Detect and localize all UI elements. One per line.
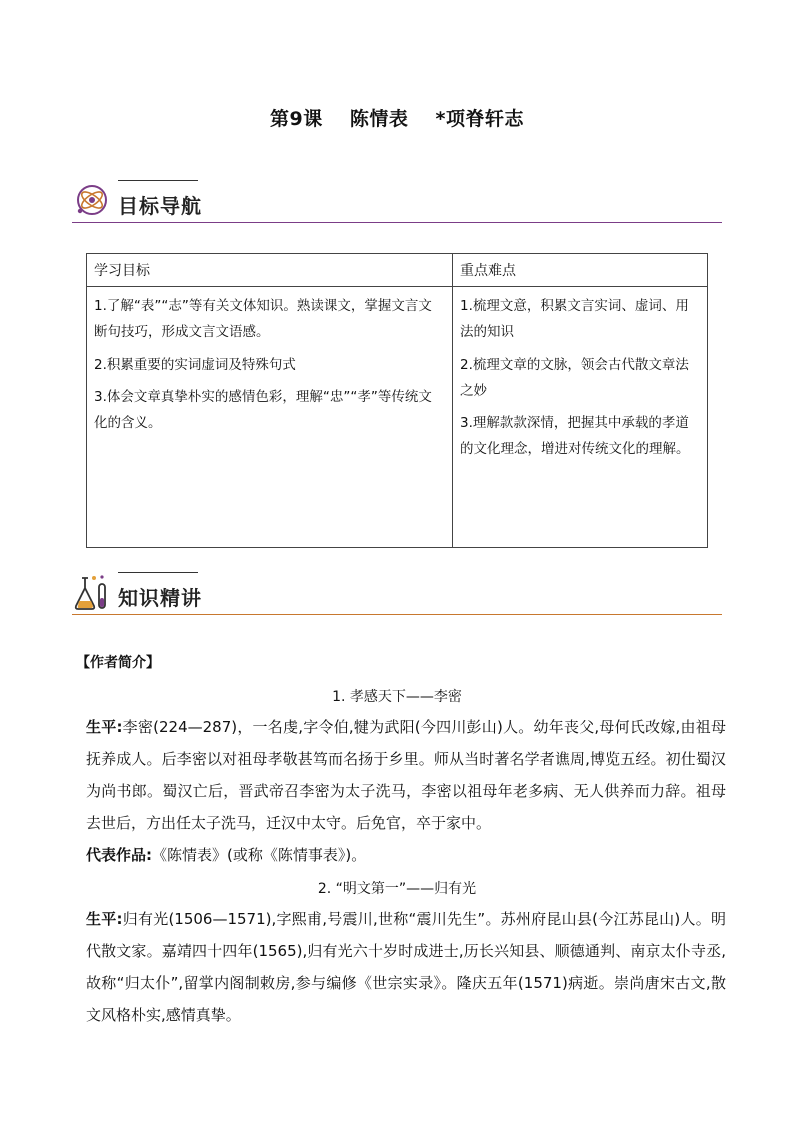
author-intro-label: 【作者简介】: [76, 655, 160, 671]
atom-brain-icon: [72, 180, 112, 220]
nav-section-rule: [72, 222, 722, 223]
goal-item: 2.积累重要的实词虚词及特殊句式: [94, 356, 296, 373]
focus-item: 3.理解款款深情，把握其中承载的孝道的文化理念，增进对传统文化的理解。: [460, 415, 690, 457]
author1-heading: 1. 孝感天下——李密: [332, 689, 462, 705]
goals-list: [87, 287, 453, 548]
author1-works-label: 代表作品:: [86, 846, 152, 864]
lesson-number: 第9课: [270, 108, 323, 130]
author2-bio-label: 生平:: [86, 910, 123, 928]
author2-heading: 2. “明文第一”——归有光: [317, 881, 477, 897]
knowledge-section-rule: [72, 614, 722, 615]
author1-works: [86, 839, 726, 871]
focus-item: 2.梳理文章的文脉，领会古代散文章法之妙: [460, 356, 689, 399]
lab-flask-icon: [72, 572, 112, 612]
author1-bio-text: 李密(224—287)，一名虔,字令伯,犍为武阳(今四川彭山)人。幼年丧父,母何氏改嫁,由祖母抚养成人。后李密以对祖母孝敬甚笃而名扬于乡里。师从当时著名学者谯周,博览五经。初仕蜀汉为尚书郎。蜀汉亡后，晋武帝召李密为太子洗马，李密以祖母年老多病、无人供养而力辞。祖母去世后，方出任太子洗马，迁汉中太守。后免官，卒于家中。: [86, 718, 726, 832]
goals-table: [86, 253, 708, 548]
author1-works-text: 《陈情表》(或称《陈情事表》)。: [152, 846, 367, 864]
goal-item: 1.了解“表”“志”等有关文体知识。熟读课文，掌握文言文断句技巧，形成文言文语感。: [94, 298, 432, 340]
nav-section-header: [72, 176, 722, 224]
knowledge-section-header: [72, 568, 722, 616]
focus-list: [453, 287, 708, 548]
author1-bio: [86, 711, 726, 839]
author1-bio-label: 生平:: [86, 718, 123, 736]
nav-section-label: 目标导航: [118, 194, 202, 218]
focus-header: 重点难点: [453, 254, 708, 287]
goal-item: 3.体会文章真挚朴实的感情色彩，理解“忠”“孝”等传统文化的含义。: [94, 389, 432, 431]
goals-header: 学习目标: [87, 254, 453, 287]
focus-item: 1.梳理文意，积累文言实词、虚词、用法的知识: [460, 298, 689, 340]
lesson-title-1: 陈情表: [349, 108, 409, 130]
lesson-title-2: *项脊轩志: [435, 108, 524, 130]
page-title: [0, 104, 794, 131]
author2-bio: [86, 903, 726, 1031]
author2-bio-text: 归有光(1506—1571),字熙甫,号震川,世称“震川先生”。苏州府昆山县(今江苏昆山)人。明代散文家。嘉靖四十四年(1565),归有光六十岁时成进士,历长兴知县、顺德通判、南京太仆寺丞,故称“归太仆”,留掌内阁制敕房,参与编修《世宗实录》。隆庆五年(1571)病逝。崇尚唐宋古文,散文风格朴实,感情真挚。: [86, 910, 726, 1024]
knowledge-section-label: 知识精讲: [118, 586, 202, 610]
